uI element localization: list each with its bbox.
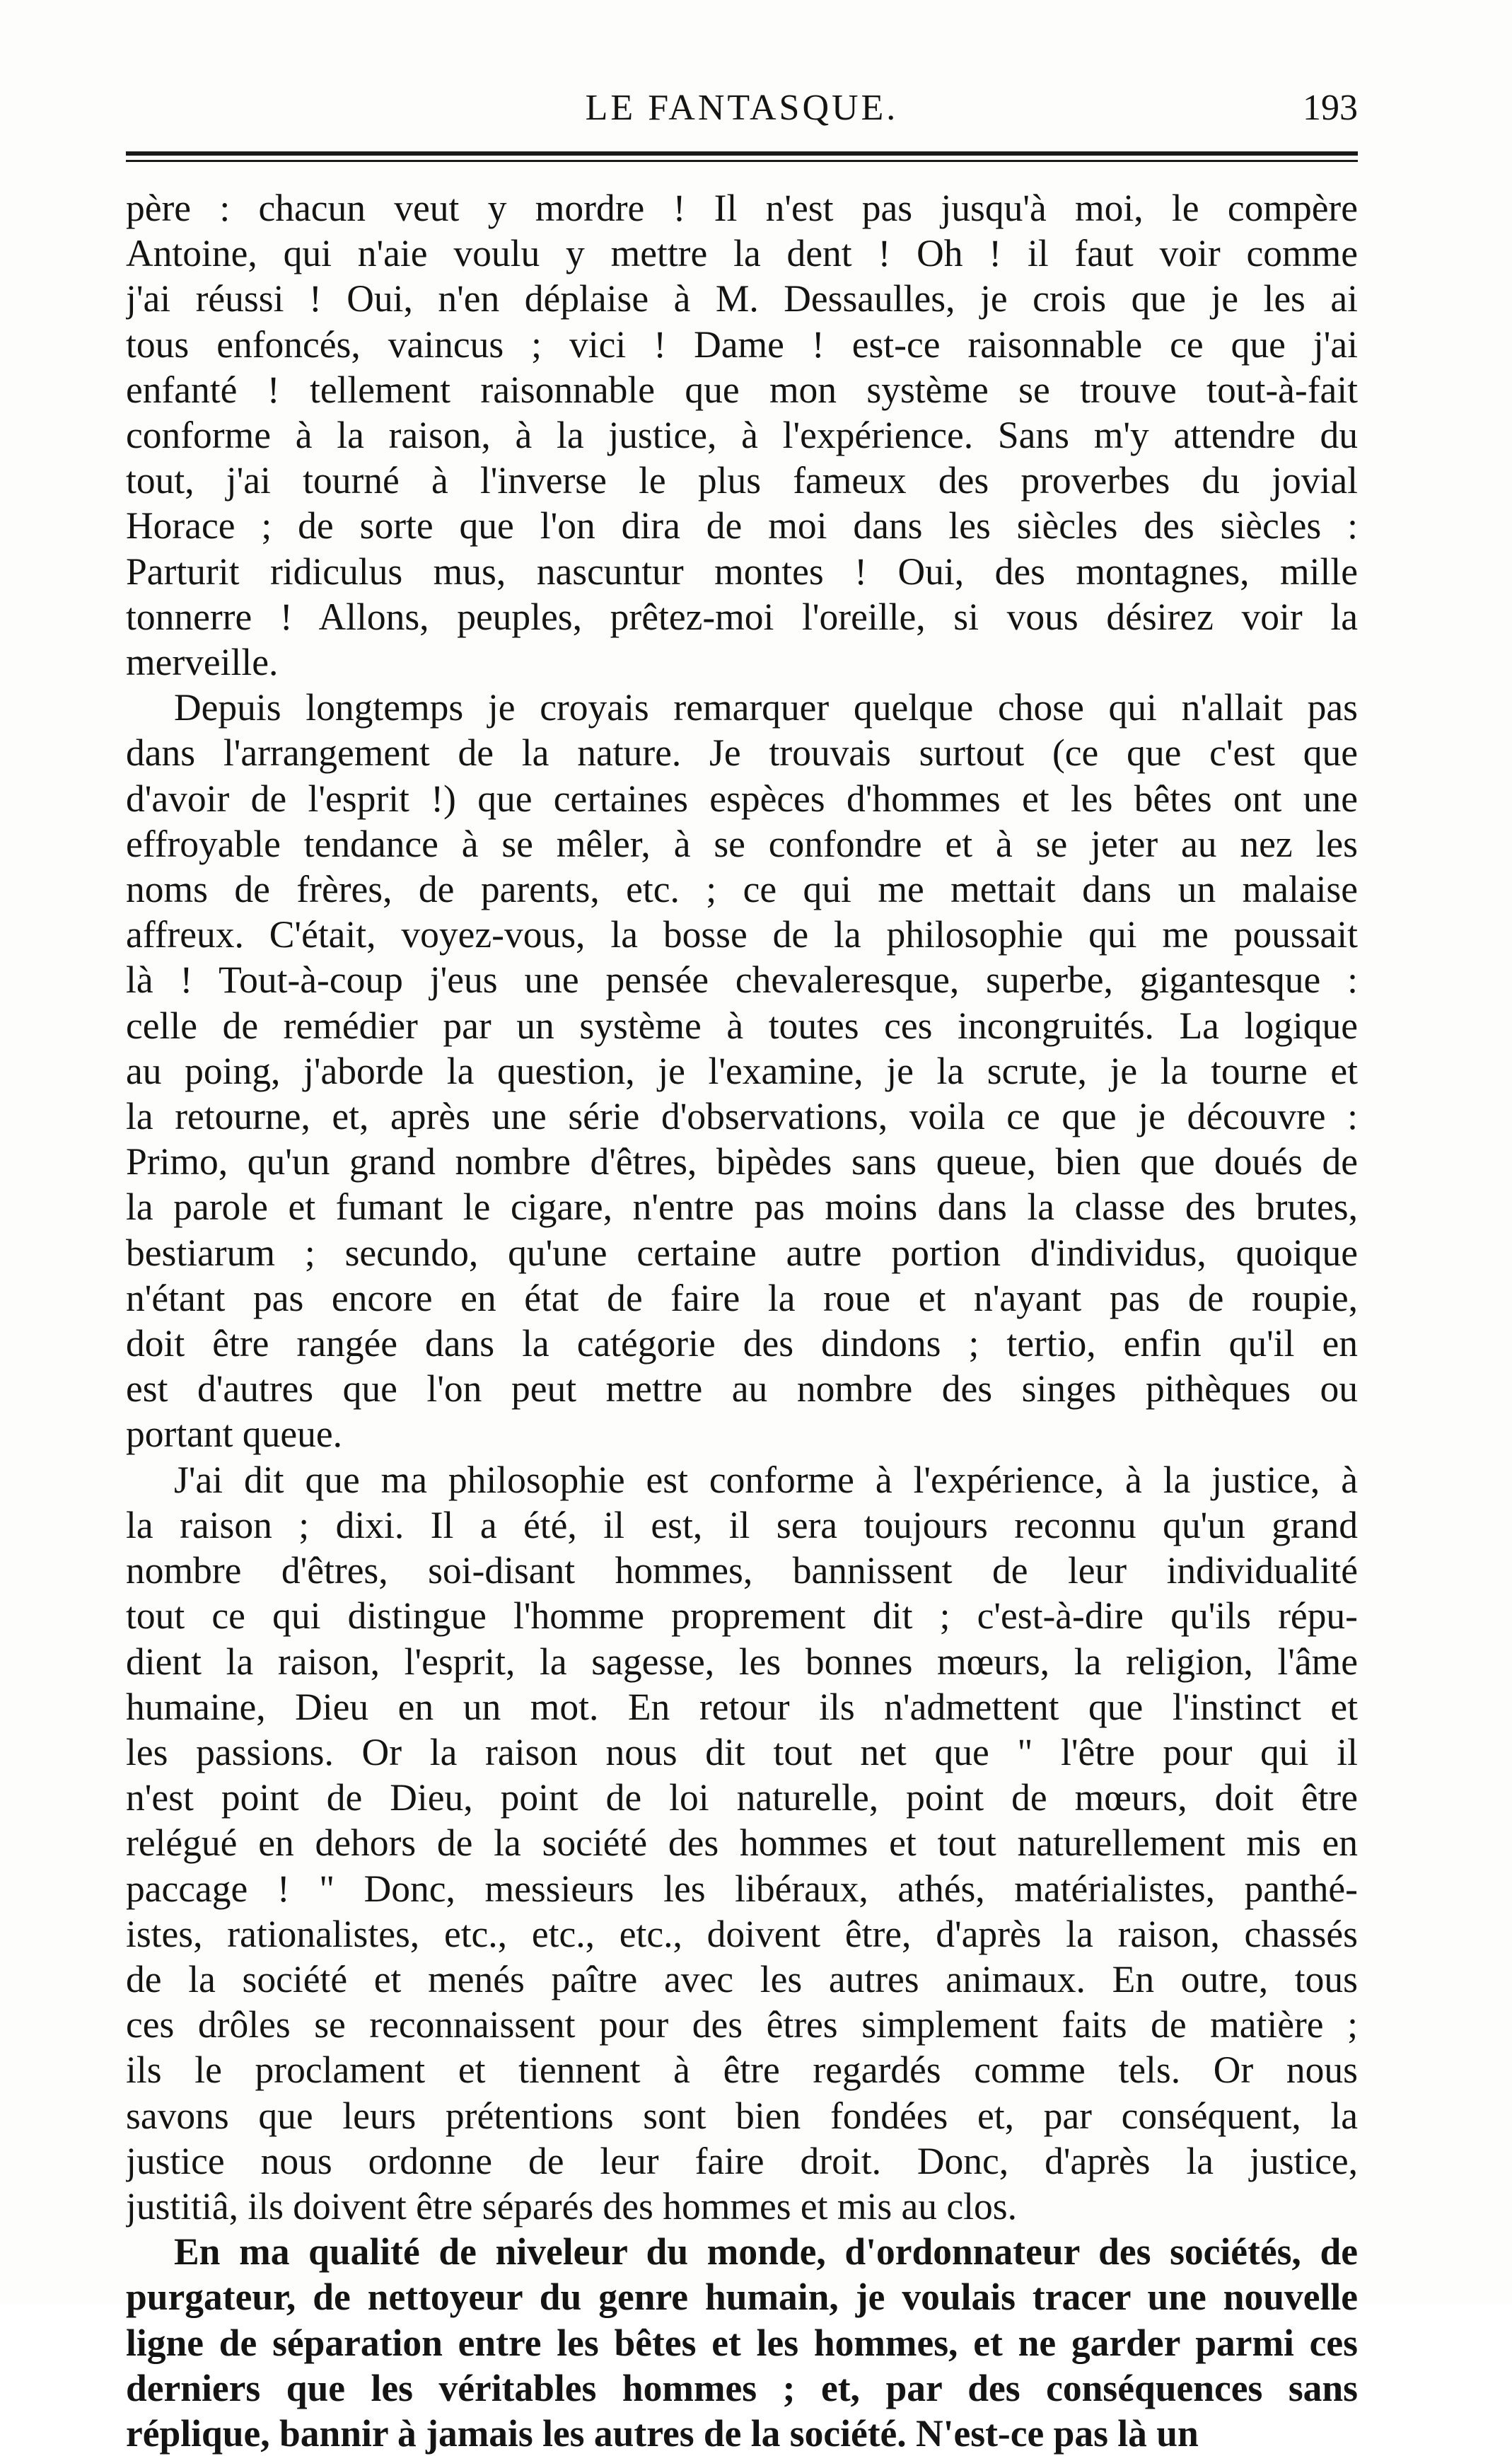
text-line: istes, rationalistes, etc., etc., etc., doivent être, d'après la raison, chassés xyxy=(126,1912,1358,1955)
text-line: la parole et fumant le cigare, n'entre pas moins dans la classe des brutes, xyxy=(126,1186,1358,1229)
text-line: savons que leurs prétentions sont bien fondées et, par conséquent, la xyxy=(126,2094,1358,2137)
page-header xyxy=(126,83,1358,133)
text-line: réplique, bannir à jamais les autres de la société. N'est-ce pas là un xyxy=(126,2411,1199,2455)
text-line: celle de remédier par un système à toutes ces incongruités. La logique xyxy=(126,1004,1358,1047)
text-line: portant queue. xyxy=(126,1413,343,1456)
text-line: merveille. xyxy=(126,641,279,684)
text-line: enfanté ! tellement raisonnable que mon système se trouve tout-à-fait xyxy=(126,368,1358,411)
text-line: purgateur, de nettoyeur du genre humain, je voulais tracer une nouvelle xyxy=(126,2276,1358,2319)
text-line: d'avoir de l'esprit !) que certaines espèces d'hommes et les bêtes ont une xyxy=(126,777,1358,820)
text-line: tout ce qui distingue l'homme proprement dit ; c'est-à-dire qu'ils répu- xyxy=(126,1594,1358,1638)
text-line: justice nous ordonne de leur faire droit. Donc, d'après la justice, xyxy=(126,2139,1358,2182)
text-line: justitiâ, ils doivent être séparés des hommes et mis au clos. xyxy=(126,2184,1017,2228)
text-line: conforme à la raison, à la justice, à l'expérience. Sans m'y attendre du xyxy=(126,414,1358,457)
text-line: paccage ! " Donc, messieurs les libéraux, athés, matérialistes, panthé- xyxy=(126,1867,1358,1910)
text-line: tout, j'ai tourné à l'inverse le plus fameux des proverbes du jovial xyxy=(126,459,1358,502)
paragraph xyxy=(126,185,1358,685)
text-line: noms de frères, de parents, etc. ; ce qui me mettait dans un malaise xyxy=(126,868,1358,911)
text-line: doit être rangée dans la catégorie des dindons ; tertio, enfin qu'il en xyxy=(126,1322,1358,1365)
running-title: LE FANTASQUE. xyxy=(585,88,899,128)
paragraph xyxy=(126,1457,1358,2229)
text-line: n'est point de Dieu, point de loi naturelle, point de mœurs, doit être xyxy=(126,1776,1358,1819)
text-line: n'étant pas encore en état de faire la roue et n'ayant pas de roupie, xyxy=(126,1276,1358,1319)
body-text xyxy=(126,185,1358,2456)
paragraph xyxy=(126,685,1358,1456)
text-line: là ! Tout-à-coup j'eus une pensée chevaleresque, superbe, gigantesque : xyxy=(126,958,1358,1002)
text-line: relégué en dehors de la société des hommes et tout naturellement mis en xyxy=(126,1821,1358,1865)
text-line: derniers que les véritables hommes ; et, par des conséquences sans xyxy=(126,2366,1358,2409)
text-line: Horace ; de sorte que l'on dira de moi dans les siècles des siècles : xyxy=(126,504,1358,548)
text-line: bestiarum ; secundo, qu'une certaine autre portion d'individus, quoique xyxy=(126,1231,1358,1274)
header-rule-thin xyxy=(126,160,1358,162)
text-line: de la société et menés paître avec les autres animaux. En outre, tous xyxy=(126,1957,1358,2000)
header-rule-thick xyxy=(126,151,1358,156)
text-line: est d'autres que l'on peut mettre au nombre des singes pithèques ou xyxy=(126,1367,1358,1411)
text-line: Parturit ridiculus mus, nascuntur montes ! Oui, des montagnes, mille xyxy=(126,550,1358,593)
text-line: ligne de séparation entre les bêtes et les hommes, et ne garder parmi ces xyxy=(126,2321,1358,2364)
text-line: les passions. Or la raison nous dit tout net que " l'être pour qui il xyxy=(126,1730,1358,1773)
text-line: dient la raison, l'esprit, la sagesse, les bonnes mœurs, la religion, l'âme xyxy=(126,1640,1358,1683)
text-line: la retourne, et, après une série d'observations, voila ce que je découvre : xyxy=(126,1095,1358,1138)
text-line: humaine, Dieu en un mot. En retour ils n'admettent que l'instinct et xyxy=(126,1685,1358,1728)
text-line: j'ai réussi ! Oui, n'en déplaise à M. Dessaulles, je crois que je les ai xyxy=(126,277,1358,320)
paragraph xyxy=(126,2229,1358,2456)
text-line: ils le proclament et tiennent à être regardés comme tels. Or nous xyxy=(126,2049,1358,2092)
text-line: En ma qualité de niveleur du monde, d'ordonnateur des sociétés, de xyxy=(174,2230,1358,2273)
text-line: ces drôles se reconnaissent pour des êtres simplement faits de matière ; xyxy=(126,2003,1358,2046)
page-number: 193 xyxy=(1303,88,1358,128)
text-line: effroyable tendance à se mêler, à se confondre et à se jeter au nez les xyxy=(126,822,1358,865)
text-line: au poing, j'aborde la question, je l'examine, je la scrute, je la tourne et xyxy=(126,1049,1358,1092)
text-line: nombre d'êtres, soi-disant hommes, bannissent de leur individualité xyxy=(126,1549,1358,1592)
text-line: Depuis longtemps je croyais remarquer quelque chose qui n'allait pas xyxy=(174,686,1358,729)
text-line: tonnerre ! Allons, peuples, prêtez-moi l'oreille, si vous désirez voir la xyxy=(126,595,1358,638)
text-line: J'ai dit que ma philosophie est conforme à l'expérience, à la justice, à xyxy=(174,1458,1358,1501)
text-line: la raison ; dixi. Il a été, il est, il sera toujours reconnu qu'un grand xyxy=(126,1503,1358,1546)
text-line: dans l'arrangement de la nature. Je trouvais surtout (ce que c'est que xyxy=(126,731,1358,775)
text-line: tous enfoncés, vaincus ; vici ! Dame ! est-ce raisonnable ce que j'ai xyxy=(126,323,1358,366)
text-line: père : chacun veut y mordre ! Il n'est pas jusqu'à moi, le compère xyxy=(126,187,1358,229)
text-line: affreux. C'était, voyez-vous, la bosse de la philosophie qui me poussait xyxy=(126,913,1358,956)
text-line: Antoine, qui n'aie voulu y mettre la dent ! Oh ! il faut voir comme xyxy=(126,232,1358,275)
text-line: Primo, qu'un grand nombre d'êtres, bipèdes sans queue, bien que doués de xyxy=(126,1140,1358,1183)
